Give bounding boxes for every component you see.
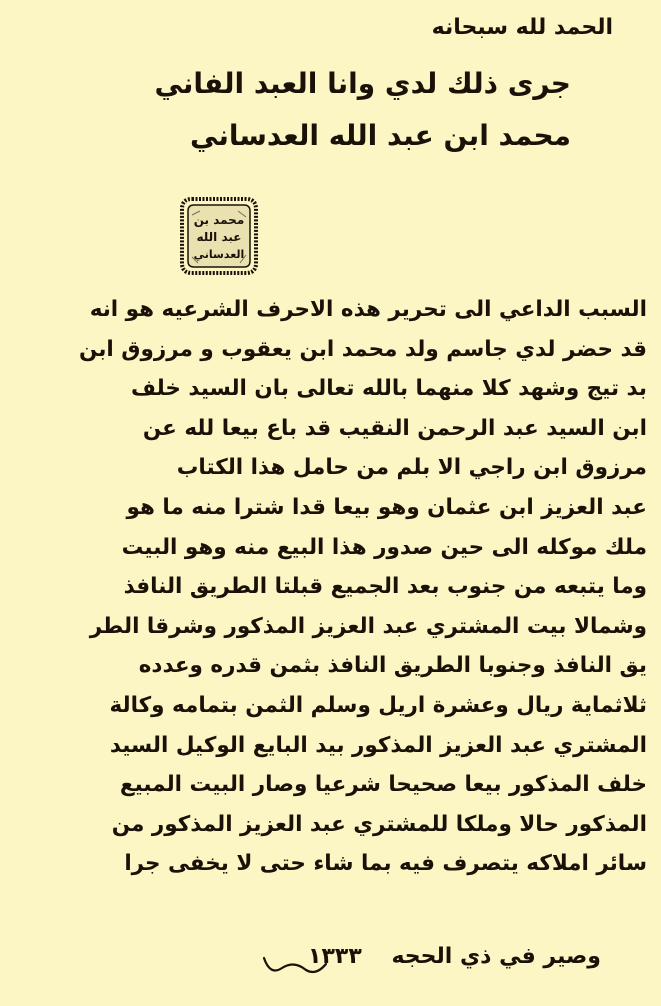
deed-line: بد تيج وشهد كلا منهما بالله تعالى بان السيد خلف [131,376,647,402]
seal-stamp [178,195,260,277]
deed-line: المذكور حالا وملكا للمشتري عبد العزيز المذكور من [111,811,647,837]
deed-line: يق النافذ وجنوبا الطريق النافذ بثمن قدره وعدده [138,653,647,679]
deed-line: ثلاثماية ريال وعشرة اريل وسلم الثمن بتمامه وكالة [109,692,647,718]
deed-line: قد حضر لدي جاسم ولد محمد ابن يعقوب و مرزوق ابن [78,336,647,362]
seal-text: محمد بن [193,213,245,227]
deed-body [7,290,647,884]
opening-invocation: الحمد لله سبحانه [431,15,613,40]
deed-line: ابن السيد عبد الرحمن النقيب قد باع بيعا لله عن [142,415,647,441]
signature-flourish-icon [260,950,330,980]
deed-line: السبب الداعي الى تحرير هذه الاحرف الشرعيه هو انه [89,297,647,322]
deed-line: وشمالا بيت المشتري عبد العزيز المذكور وشرقا الطر [89,613,647,639]
witness-line: محمد ابن عبد الله العدساني [190,119,571,152]
deed-line: سائر املاكه يتصرف فيه بما شاء حتى لا يخفى جرا [124,851,647,877]
seal-icon [178,195,260,277]
deed-line: عبد العزيز ابن عثمان وهو بيعا قدا شترا منه ما هو [126,494,647,520]
deed-line: ملك موكله الى حين صدور هذا البيع منه وهو البيت [121,534,647,560]
deed-line: وما يتبعه من جنوب بعد الجميع قبلتا الطريق النافذ [123,574,647,600]
seal-text: العدساني [193,248,245,261]
witness-line: جرى ذلك لدي وانا العبد الفاني [154,67,571,100]
year-text: ١٣٣٣ [308,944,362,969]
deed-line: مرزوق ابن راجي الا بلم من حامل هذا الكتاب [176,455,647,481]
seal-text: عبد الله [196,230,242,244]
deed-line: خلف المذكور بيعا صحيحا شرعيا وصار البيت المبيع [119,772,647,798]
deed-line: المشتري عبد العزيز المذكور بيد البايع الوكيل السيد [109,732,647,758]
witness-block [155,58,571,162]
date-text: وصير في ذي الحجه [391,944,601,969]
